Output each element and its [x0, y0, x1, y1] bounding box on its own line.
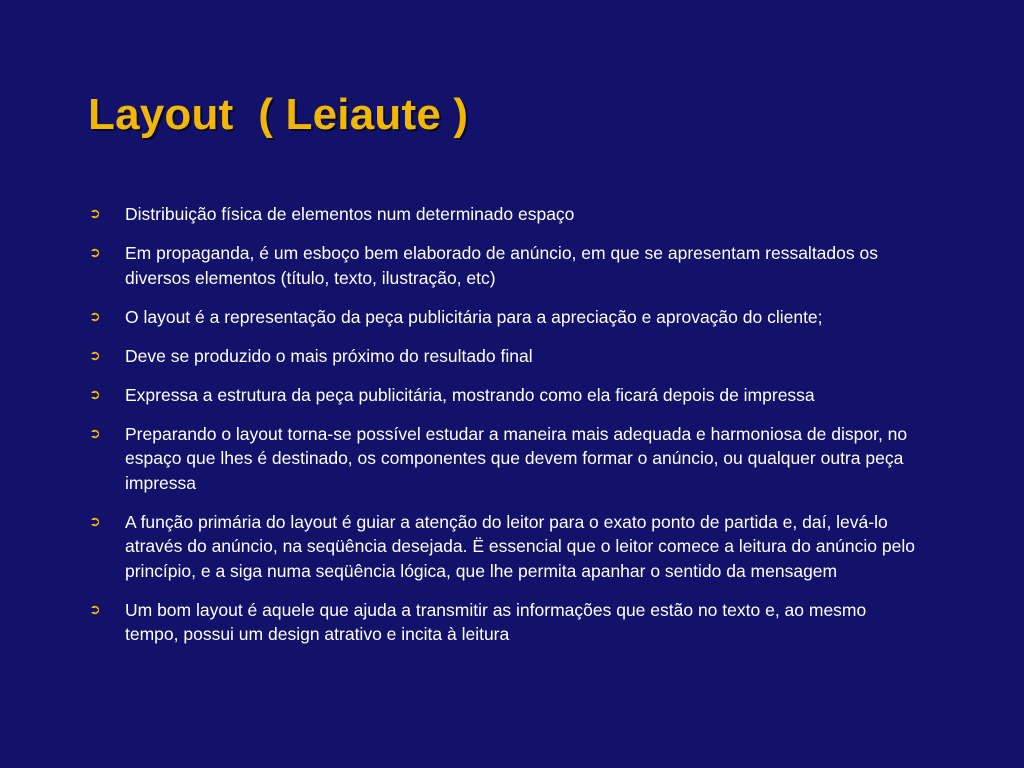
arrow-bullet-icon: ➲	[89, 245, 101, 261]
bullet-list	[89, 202, 919, 661]
slide-title: Layout ( Leiaute )	[88, 90, 469, 139]
bullet-text: Distribuição física de elementos num determinado espaço	[125, 204, 575, 224]
bullet-item	[89, 422, 919, 496]
bullet-text: Um bom layout é aquele que ajuda a transmitir as informações que estão no texto e, ao mesmo tempo, possui um design atrativo e incita à leitura	[125, 599, 867, 644]
bullet-text: Preparando o layout torna-se possível estudar a maneira mais adequada e harmoniosa de dispor, no espaço que lhes é destinado, os componentes que devem formar o anúncio, ou qualquer outra peça impressa	[125, 423, 908, 493]
bullet-item	[89, 305, 919, 330]
arrow-bullet-icon: ➲	[89, 308, 101, 325]
arrow-bullet-icon: ➲	[89, 601, 101, 618]
bullet-text: Em propaganda, é um esboço bem elaborado de anúncio, em que se apresentam ressaltados os diversos elementos (título, texto, ilustração, etc)	[125, 243, 878, 288]
bullet-item	[89, 202, 919, 227]
bullet-text: A função primária do layout é guiar a atenção do leitor para o exato ponto de partida e, daí, levá-lo através do anúncio, na seqüência desejada. Ë essencial que o leitor comece a leitura do anúncio pelo princípio, e a siga numa seqüência lógica, que lhe permita apanhar o sentido da mensagem	[125, 511, 915, 581]
bullet-text: Deve se produzido o mais próximo do resultado final	[125, 345, 533, 366]
bullet-text: O layout é a representação da peça publicitária para a apreciação e aprovação do cliente;	[125, 306, 823, 327]
bullet-item	[89, 383, 919, 408]
arrow-bullet-icon: ➲	[89, 386, 101, 403]
arrow-bullet-icon: ➲	[89, 513, 101, 530]
arrow-bullet-icon: ➲	[89, 206, 101, 222]
bullet-text: Expressa a estrutura da peça publicitária, mostrando como ela ficará depois de impressa	[125, 384, 815, 405]
bullet-item	[89, 241, 919, 290]
bullet-item	[89, 510, 919, 584]
arrow-bullet-icon: ➲	[89, 425, 101, 442]
bullet-item	[89, 344, 919, 369]
arrow-bullet-icon: ➲	[89, 347, 101, 364]
bullet-item	[89, 598, 919, 647]
